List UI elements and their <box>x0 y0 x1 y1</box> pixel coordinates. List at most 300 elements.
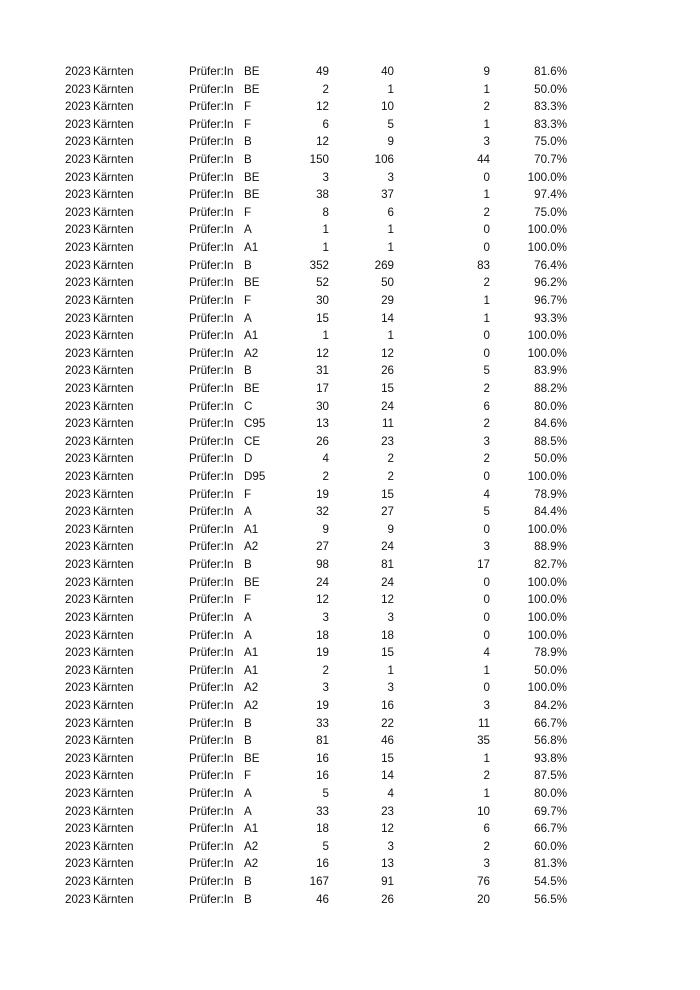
region-cell: Kärnten <box>93 311 134 325</box>
passed-count-cell: 50 <box>381 276 394 290</box>
total-count-cell: 12 <box>316 346 329 360</box>
year-cell: 2023 <box>65 381 91 395</box>
total-count-cell: 12 <box>316 593 329 607</box>
pass-rate-cell: 100.0% <box>527 470 567 484</box>
role-cell: Prüfer:In <box>189 153 234 167</box>
table-row <box>0 450 700 468</box>
failed-count-cell: 17 <box>477 558 490 572</box>
table-row <box>0 609 700 627</box>
license-class-cell: BE <box>244 188 260 202</box>
role-cell: Prüfer:In <box>189 698 234 712</box>
table-row <box>0 380 700 398</box>
passed-count-cell: 13 <box>381 857 394 871</box>
table-row <box>0 503 700 521</box>
year-cell: 2023 <box>65 170 91 184</box>
failed-count-cell: 0 <box>483 223 490 237</box>
pass-rate-cell: 96.7% <box>534 293 567 307</box>
total-count-cell: 52 <box>316 276 329 290</box>
license-class-cell: B <box>244 716 252 730</box>
total-count-cell: 98 <box>316 558 329 572</box>
role-cell: Prüfer:In <box>189 593 234 607</box>
year-cell: 2023 <box>65 839 91 853</box>
passed-count-cell: 14 <box>381 311 394 325</box>
pass-rate-cell: 96.2% <box>534 276 567 290</box>
table-row <box>0 803 700 821</box>
region-cell: Kärnten <box>93 522 134 536</box>
passed-count-cell: 23 <box>381 434 394 448</box>
total-count-cell: 8 <box>322 205 329 219</box>
table-row <box>0 204 700 222</box>
role-cell: Prüfer:In <box>189 822 234 836</box>
role-cell: Prüfer:In <box>189 417 234 431</box>
passed-count-cell: 26 <box>381 892 394 906</box>
region-cell: Kärnten <box>93 875 134 889</box>
year-cell: 2023 <box>65 241 91 255</box>
total-count-cell: 4 <box>322 452 329 466</box>
total-count-cell: 1 <box>322 329 329 343</box>
table-row <box>0 186 700 204</box>
year-cell: 2023 <box>65 153 91 167</box>
pass-rate-cell: 84.4% <box>534 505 567 519</box>
failed-count-cell: 0 <box>483 329 490 343</box>
passed-count-cell: 22 <box>381 716 394 730</box>
role-cell: Prüfer:In <box>189 786 234 800</box>
pass-rate-cell: 81.3% <box>534 857 567 871</box>
pass-rate-cell: 100.0% <box>527 329 567 343</box>
failed-count-cell: 0 <box>483 522 490 536</box>
passed-count-cell: 106 <box>374 153 394 167</box>
total-count-cell: 32 <box>316 505 329 519</box>
year-cell: 2023 <box>65 575 91 589</box>
license-class-cell: A <box>244 505 252 519</box>
total-count-cell: 150 <box>309 153 329 167</box>
failed-count-cell: 0 <box>483 241 490 255</box>
failed-count-cell: 10 <box>477 804 490 818</box>
license-class-cell: A <box>244 804 252 818</box>
failed-count-cell: 20 <box>477 892 490 906</box>
passed-count-cell: 24 <box>381 575 394 589</box>
year-cell: 2023 <box>65 188 91 202</box>
passed-count-cell: 37 <box>381 188 394 202</box>
year-cell: 2023 <box>65 487 91 501</box>
region-cell: Kärnten <box>93 452 134 466</box>
failed-count-cell: 2 <box>483 276 490 290</box>
table-row <box>0 116 700 134</box>
table-row <box>0 257 700 275</box>
failed-count-cell: 83 <box>477 258 490 272</box>
failed-count-cell: 2 <box>483 452 490 466</box>
total-count-cell: 5 <box>322 786 329 800</box>
year-cell: 2023 <box>65 663 91 677</box>
license-class-cell: BE <box>244 170 260 184</box>
region-cell: Kärnten <box>93 681 134 695</box>
license-class-cell: B <box>244 875 252 889</box>
license-class-cell: BE <box>244 82 260 96</box>
passed-count-cell: 29 <box>381 293 394 307</box>
year-cell: 2023 <box>65 276 91 290</box>
total-count-cell: 167 <box>309 875 329 889</box>
license-class-cell: F <box>244 593 252 607</box>
passed-count-cell: 2 <box>387 452 394 466</box>
region-cell: Kärnten <box>93 804 134 818</box>
year-cell: 2023 <box>65 452 91 466</box>
license-class-cell: A2 <box>244 839 259 853</box>
year-cell: 2023 <box>65 786 91 800</box>
total-count-cell: 15 <box>316 311 329 325</box>
pass-rate-cell: 100.0% <box>527 610 567 624</box>
year-cell: 2023 <box>65 117 91 131</box>
license-class-cell: A1 <box>244 522 259 536</box>
table-row <box>0 538 700 556</box>
role-cell: Prüfer:In <box>189 875 234 889</box>
total-count-cell: 16 <box>316 857 329 871</box>
license-class-cell: F <box>244 205 252 219</box>
failed-count-cell: 2 <box>483 100 490 114</box>
role-cell: Prüfer:In <box>189 610 234 624</box>
table-row <box>0 63 700 81</box>
region-cell: Kärnten <box>93 417 134 431</box>
passed-count-cell: 11 <box>381 417 394 431</box>
passed-count-cell: 4 <box>387 786 394 800</box>
pass-rate-cell: 83.9% <box>534 364 567 378</box>
pass-rate-cell: 56.5% <box>534 892 567 906</box>
total-count-cell: 19 <box>316 698 329 712</box>
failed-count-cell: 1 <box>483 82 490 96</box>
role-cell: Prüfer:In <box>189 839 234 853</box>
year-cell: 2023 <box>65 822 91 836</box>
region-cell: Kärnten <box>93 575 134 589</box>
license-class-cell: B <box>244 892 252 906</box>
license-class-cell: A1 <box>244 822 259 836</box>
pass-rate-cell: 100.0% <box>527 628 567 642</box>
passed-count-cell: 24 <box>381 399 394 413</box>
role-cell: Prüfer:In <box>189 434 234 448</box>
region-cell: Kärnten <box>93 188 134 202</box>
license-class-cell: A1 <box>244 329 259 343</box>
role-cell: Prüfer:In <box>189 258 234 272</box>
year-cell: 2023 <box>65 751 91 765</box>
license-class-cell: F <box>244 100 252 114</box>
region-cell: Kärnten <box>93 153 134 167</box>
pass-rate-cell: 87.5% <box>534 769 567 783</box>
failed-count-cell: 1 <box>483 117 490 131</box>
year-cell: 2023 <box>65 135 91 149</box>
pass-rate-cell: 100.0% <box>527 593 567 607</box>
pass-rate-cell: 100.0% <box>527 170 567 184</box>
region-cell: Kärnten <box>93 205 134 219</box>
role-cell: Prüfer:In <box>189 170 234 184</box>
passed-count-cell: 9 <box>387 522 394 536</box>
year-cell: 2023 <box>65 293 91 307</box>
table-row <box>0 767 700 785</box>
region-cell: Kärnten <box>93 223 134 237</box>
pass-rate-cell: 81.6% <box>534 65 567 78</box>
table-row <box>0 785 700 803</box>
passed-count-cell: 15 <box>381 751 394 765</box>
total-count-cell: 17 <box>316 381 329 395</box>
passed-count-cell: 3 <box>387 170 394 184</box>
pass-rate-cell: 76.4% <box>534 258 567 272</box>
table-row <box>0 239 700 257</box>
passed-count-cell: 10 <box>381 100 394 114</box>
table-row <box>0 486 700 504</box>
failed-count-cell: 3 <box>483 698 490 712</box>
total-count-cell: 24 <box>316 575 329 589</box>
role-cell: Prüfer:In <box>189 276 234 290</box>
table-row <box>0 697 700 715</box>
license-class-cell: B <box>244 734 252 748</box>
passed-count-cell: 3 <box>387 681 394 695</box>
role-cell: Prüfer:In <box>189 558 234 572</box>
year-cell: 2023 <box>65 223 91 237</box>
passed-count-cell: 1 <box>387 241 394 255</box>
year-cell: 2023 <box>65 100 91 114</box>
role-cell: Prüfer:In <box>189 364 234 378</box>
failed-count-cell: 2 <box>483 839 490 853</box>
total-count-cell: 6 <box>322 117 329 131</box>
role-cell: Prüfer:In <box>189 628 234 642</box>
year-cell: 2023 <box>65 205 91 219</box>
failed-count-cell: 3 <box>483 135 490 149</box>
total-count-cell: 13 <box>316 417 329 431</box>
license-class-cell: A <box>244 223 252 237</box>
failed-count-cell: 6 <box>483 822 490 836</box>
failed-count-cell: 1 <box>483 786 490 800</box>
region-cell: Kärnten <box>93 117 134 131</box>
pass-rate-cell: 66.7% <box>534 716 567 730</box>
failed-count-cell: 35 <box>477 734 490 748</box>
role-cell: Prüfer:In <box>189 681 234 695</box>
license-class-cell: A <box>244 786 252 800</box>
year-cell: 2023 <box>65 698 91 712</box>
region-cell: Kärnten <box>93 646 134 660</box>
pass-rate-cell: 88.5% <box>534 434 567 448</box>
license-class-cell: A1 <box>244 241 259 255</box>
role-cell: Prüfer:In <box>189 241 234 255</box>
region-cell: Kärnten <box>93 329 134 343</box>
total-count-cell: 2 <box>322 82 329 96</box>
passed-count-cell: 1 <box>387 223 394 237</box>
failed-count-cell: 0 <box>483 681 490 695</box>
role-cell: Prüfer:In <box>189 646 234 660</box>
passed-count-cell: 3 <box>387 839 394 853</box>
pass-rate-cell: 100.0% <box>527 681 567 695</box>
license-class-cell: A <box>244 610 252 624</box>
year-cell: 2023 <box>65 434 91 448</box>
table-row <box>0 679 700 697</box>
pass-rate-cell: 100.0% <box>527 241 567 255</box>
failed-count-cell: 4 <box>483 487 490 501</box>
year-cell: 2023 <box>65 769 91 783</box>
total-count-cell: 5 <box>322 839 329 853</box>
passed-count-cell: 26 <box>381 364 394 378</box>
passed-count-cell: 1 <box>387 82 394 96</box>
failed-count-cell: 9 <box>483 65 490 78</box>
passed-count-cell: 40 <box>381 65 394 78</box>
region-cell: Kärnten <box>93 470 134 484</box>
license-class-cell: B <box>244 558 252 572</box>
pass-rate-cell: 100.0% <box>527 223 567 237</box>
year-cell: 2023 <box>65 417 91 431</box>
pass-rate-cell: 83.3% <box>534 117 567 131</box>
spreadsheet-table <box>0 63 700 908</box>
license-class-cell: D95 <box>244 470 266 484</box>
role-cell: Prüfer:In <box>189 65 234 78</box>
year-cell: 2023 <box>65 610 91 624</box>
pass-rate-cell: 78.9% <box>534 646 567 660</box>
license-class-cell: BE <box>244 276 260 290</box>
failed-count-cell: 44 <box>477 153 490 167</box>
passed-count-cell: 15 <box>381 381 394 395</box>
table-row <box>0 345 700 363</box>
total-count-cell: 33 <box>316 804 329 818</box>
year-cell: 2023 <box>65 804 91 818</box>
total-count-cell: 1 <box>322 223 329 237</box>
role-cell: Prüfer:In <box>189 117 234 131</box>
pass-rate-cell: 84.2% <box>534 698 567 712</box>
pass-rate-cell: 82.7% <box>534 558 567 572</box>
failed-count-cell: 76 <box>477 875 490 889</box>
total-count-cell: 30 <box>316 293 329 307</box>
passed-count-cell: 27 <box>381 505 394 519</box>
year-cell: 2023 <box>65 311 91 325</box>
failed-count-cell: 11 <box>477 716 490 730</box>
year-cell: 2023 <box>65 646 91 660</box>
year-cell: 2023 <box>65 857 91 871</box>
failed-count-cell: 2 <box>483 417 490 431</box>
year-cell: 2023 <box>65 364 91 378</box>
table-row <box>0 415 700 433</box>
role-cell: Prüfer:In <box>189 223 234 237</box>
pass-rate-cell: 100.0% <box>527 346 567 360</box>
total-count-cell: 12 <box>316 100 329 114</box>
pass-rate-cell: 75.0% <box>534 205 567 219</box>
failed-count-cell: 0 <box>483 170 490 184</box>
role-cell: Prüfer:In <box>189 188 234 202</box>
failed-count-cell: 1 <box>483 188 490 202</box>
table-row <box>0 732 700 750</box>
pass-rate-cell: 50.0% <box>534 663 567 677</box>
region-cell: Kärnten <box>93 822 134 836</box>
total-count-cell: 31 <box>316 364 329 378</box>
failed-count-cell: 0 <box>483 593 490 607</box>
total-count-cell: 46 <box>316 892 329 906</box>
table-row <box>0 398 700 416</box>
year-cell: 2023 <box>65 892 91 906</box>
failed-count-cell: 1 <box>483 663 490 677</box>
passed-count-cell: 16 <box>381 698 394 712</box>
total-count-cell: 16 <box>316 751 329 765</box>
region-cell: Kärnten <box>93 65 134 78</box>
passed-count-cell: 9 <box>387 135 394 149</box>
pass-rate-cell: 80.0% <box>534 786 567 800</box>
total-count-cell: 81 <box>316 734 329 748</box>
table-row <box>0 433 700 451</box>
license-class-cell: A1 <box>244 646 259 660</box>
year-cell: 2023 <box>65 258 91 272</box>
table-row <box>0 274 700 292</box>
table-row <box>0 873 700 891</box>
role-cell: Prüfer:In <box>189 769 234 783</box>
region-cell: Kärnten <box>93 276 134 290</box>
failed-count-cell: 2 <box>483 769 490 783</box>
region-cell: Kärnten <box>93 364 134 378</box>
passed-count-cell: 14 <box>381 769 394 783</box>
failed-count-cell: 3 <box>483 434 490 448</box>
region-cell: Kärnten <box>93 399 134 413</box>
failed-count-cell: 1 <box>483 751 490 765</box>
table-row <box>0 133 700 151</box>
pass-rate-cell: 84.6% <box>534 417 567 431</box>
region-cell: Kärnten <box>93 540 134 554</box>
table-row <box>0 327 700 345</box>
year-cell: 2023 <box>65 65 91 78</box>
region-cell: Kärnten <box>93 734 134 748</box>
region-cell: Kärnten <box>93 593 134 607</box>
license-class-cell: B <box>244 153 252 167</box>
passed-count-cell: 23 <box>381 804 394 818</box>
year-cell: 2023 <box>65 681 91 695</box>
role-cell: Prüfer:In <box>189 892 234 906</box>
pass-rate-cell: 100.0% <box>527 575 567 589</box>
passed-count-cell: 1 <box>387 663 394 677</box>
passed-count-cell: 15 <box>381 487 394 501</box>
pass-rate-cell: 60.0% <box>534 839 567 853</box>
pass-rate-cell: 70.7% <box>534 153 567 167</box>
table-row <box>0 855 700 873</box>
year-cell: 2023 <box>65 875 91 889</box>
table-row <box>0 521 700 539</box>
region-cell: Kärnten <box>93 839 134 853</box>
role-cell: Prüfer:In <box>189 135 234 149</box>
table-row <box>0 81 700 99</box>
year-cell: 2023 <box>65 346 91 360</box>
passed-count-cell: 15 <box>381 646 394 660</box>
passed-count-cell: 46 <box>381 734 394 748</box>
failed-count-cell: 0 <box>483 628 490 642</box>
passed-count-cell: 81 <box>381 558 394 572</box>
region-cell: Kärnten <box>93 434 134 448</box>
total-count-cell: 27 <box>316 540 329 554</box>
total-count-cell: 18 <box>316 628 329 642</box>
failed-count-cell: 0 <box>483 470 490 484</box>
pass-rate-cell: 78.9% <box>534 487 567 501</box>
region-cell: Kärnten <box>93 716 134 730</box>
region-cell: Kärnten <box>93 381 134 395</box>
table-row <box>0 151 700 169</box>
role-cell: Prüfer:In <box>189 82 234 96</box>
license-class-cell: F <box>244 293 252 307</box>
role-cell: Prüfer:In <box>189 470 234 484</box>
table-row <box>0 310 700 328</box>
passed-count-cell: 91 <box>381 875 394 889</box>
table-row <box>0 556 700 574</box>
role-cell: Prüfer:In <box>189 311 234 325</box>
license-class-cell: BE <box>244 751 260 765</box>
passed-count-cell: 24 <box>381 540 394 554</box>
license-class-cell: A2 <box>244 681 259 695</box>
pass-rate-cell: 93.8% <box>534 751 567 765</box>
total-count-cell: 3 <box>322 610 329 624</box>
total-count-cell: 49 <box>316 65 329 78</box>
region-cell: Kärnten <box>93 346 134 360</box>
year-cell: 2023 <box>65 399 91 413</box>
region-cell: Kärnten <box>93 751 134 765</box>
role-cell: Prüfer:In <box>189 575 234 589</box>
year-cell: 2023 <box>65 470 91 484</box>
table-row <box>0 292 700 310</box>
role-cell: Prüfer:In <box>189 399 234 413</box>
